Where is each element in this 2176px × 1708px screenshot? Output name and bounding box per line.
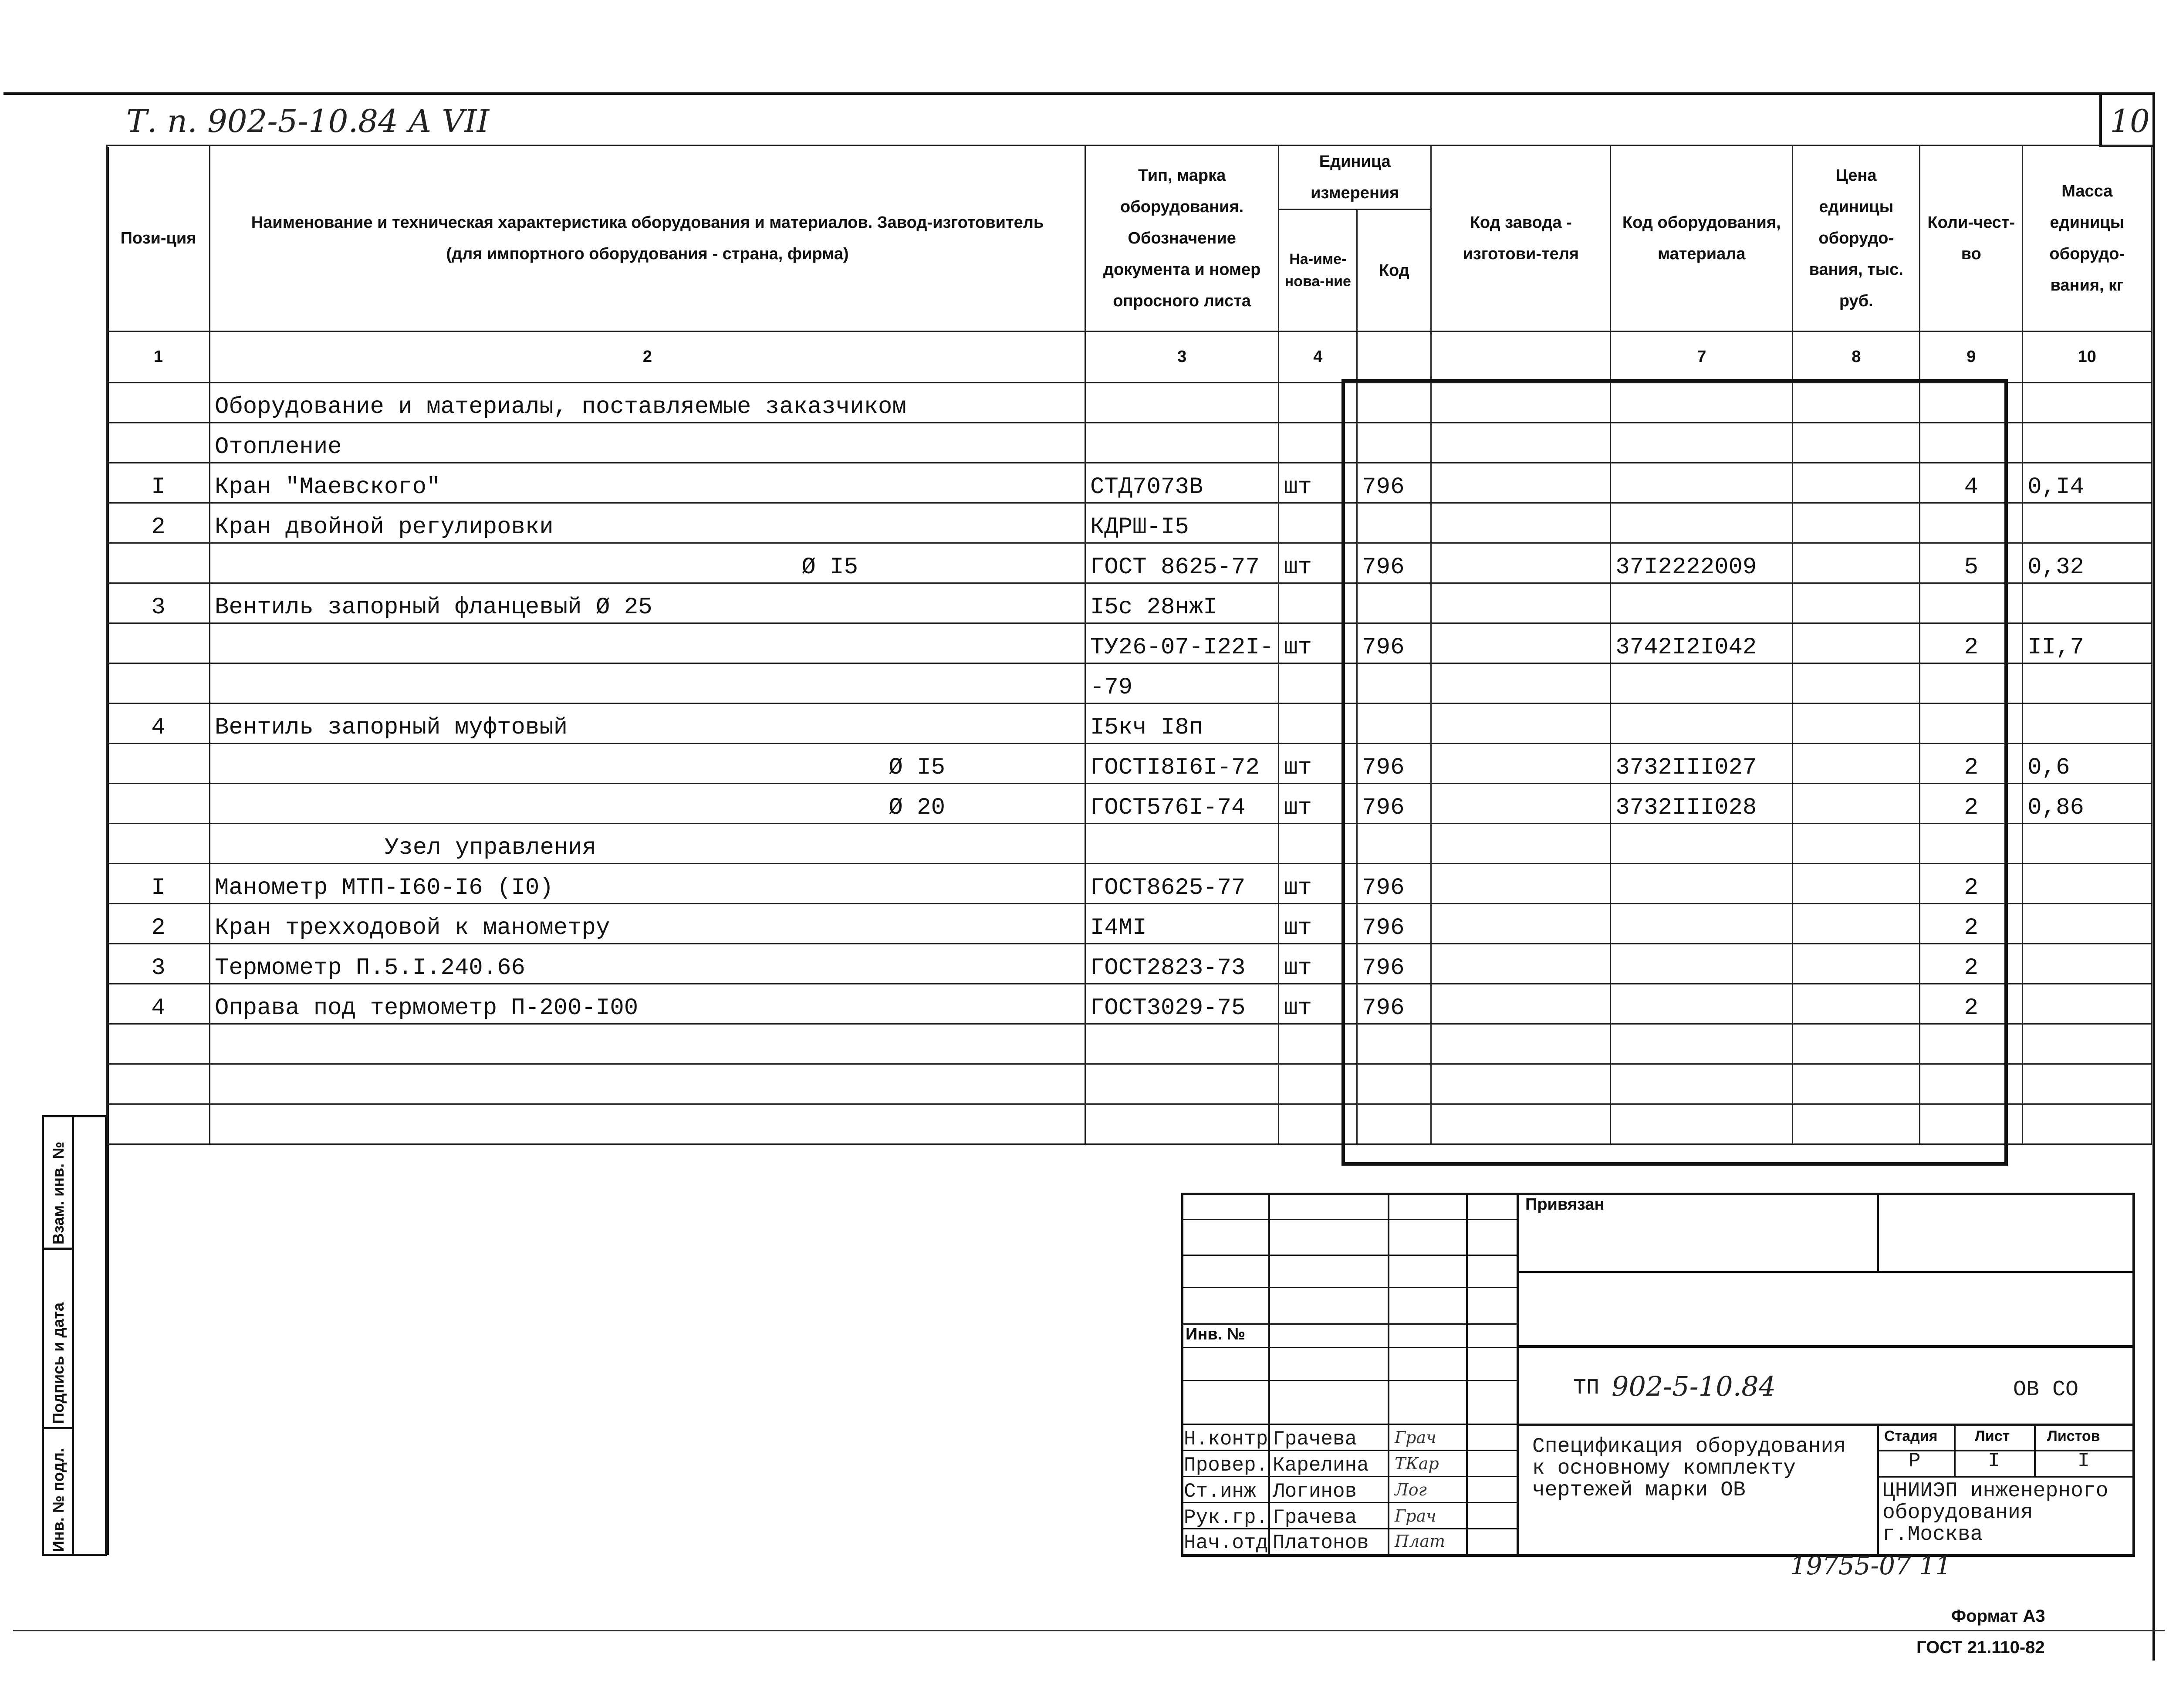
inv-number-label: Инв. № — [1186, 1325, 1246, 1343]
cell-equipment-code — [1611, 663, 1793, 703]
header-type: Тип, марка оборудования. Обозначение документа и номер опросного листа — [1085, 145, 1279, 331]
cell-unit-code: 796 — [1357, 744, 1431, 784]
sheet-label: Лист — [1975, 1428, 2010, 1444]
cell-unit — [1279, 1064, 1357, 1104]
cell-position — [107, 1064, 210, 1104]
cell-unit: шт — [1279, 864, 1357, 904]
cell-quantity: 2 — [1920, 864, 2023, 904]
cell-position — [107, 623, 210, 663]
cell-unit-code: 796 — [1357, 784, 1431, 824]
side-cell-3 — [44, 1429, 72, 1554]
table-row — [107, 583, 2152, 623]
cell-mass — [2023, 663, 2152, 703]
cell-name — [210, 1104, 1085, 1144]
cell-quantity — [1920, 583, 2023, 623]
name-department-head: Платонов — [1273, 1532, 1369, 1554]
cell-unit-code — [1357, 1064, 1431, 1104]
cell-plant-code — [1431, 423, 1611, 463]
cell-type: ГОСТ3029-75 — [1085, 984, 1279, 1024]
signature-checked: ТКар — [1395, 1454, 1439, 1473]
table-row — [107, 423, 2152, 463]
cell-position — [107, 1104, 210, 1144]
role-checked: Провер. — [1184, 1454, 1268, 1477]
cell-position — [107, 744, 210, 784]
cell-plant-code — [1431, 944, 1611, 984]
cell-position: I — [107, 463, 210, 503]
cell-price — [1793, 904, 1920, 944]
side-stamp-strip — [42, 1115, 107, 1556]
table-row — [107, 784, 2152, 824]
cell-equipment-code: 3732III028 — [1611, 784, 1793, 824]
cell-price — [1793, 1104, 1920, 1144]
cell-type: I5с 28нжI — [1085, 583, 1279, 623]
title-line-2: к основному комплекту — [1532, 1457, 1796, 1480]
cell-name: Оборудование и материалы, поставляемые заказчиком — [210, 383, 1085, 423]
cell-price — [1793, 703, 1920, 744]
cell-plant-code — [1431, 864, 1611, 904]
cell-position: I — [107, 864, 210, 904]
cell-price — [1793, 864, 1920, 904]
stage-label: Стадия — [1884, 1428, 1938, 1444]
attached-label: Привязан — [1525, 1195, 1605, 1214]
cell-plant-code — [1431, 383, 1611, 423]
cell-type: I5кч I8п — [1085, 703, 1279, 744]
cell-equipment-code: 3742I2I042 — [1611, 623, 1793, 663]
cell-name: Ø I5 — [210, 744, 1085, 784]
sheets-label: Листов — [2047, 1428, 2100, 1444]
sheets-value: I — [2078, 1450, 2090, 1472]
cell-name: Оправа под термометр П-200-I00 — [210, 984, 1085, 1024]
archive-code: 19755-07 11 — [1790, 1551, 1952, 1580]
cell-name: Вентиль запорный муфтовый — [210, 703, 1085, 744]
cell-unit-code — [1357, 583, 1431, 623]
sheet-number: 10 — [2110, 103, 2150, 139]
cell-type: КДРШ-I5 — [1085, 503, 1279, 543]
side-cell-2 — [44, 1250, 72, 1429]
cell-mass — [2023, 864, 2152, 904]
cell-mass — [2023, 423, 2152, 463]
cell-price — [1793, 383, 1920, 423]
cell-plant-code — [1431, 1064, 1611, 1104]
cell-name — [210, 1024, 1085, 1064]
cell-price — [1793, 623, 1920, 663]
cell-type: ГОСТ8625-77 — [1085, 864, 1279, 904]
cell-position: 4 — [107, 984, 210, 1024]
cell-type: ГОСТ2823-73 — [1085, 944, 1279, 984]
header-name: Наименование и техническая характеристика оборудования и материалов. Завод-изготовитель (для импортного оборудования - страна, фирма) — [210, 145, 1085, 331]
cell-quantity — [1920, 423, 2023, 463]
title-block — [1181, 1193, 2135, 1557]
cell-price — [1793, 1024, 1920, 1064]
cell-mass — [2023, 944, 2152, 984]
cell-price — [1793, 663, 1920, 703]
cell-mass: 0,I4 — [2023, 463, 2152, 503]
cell-mass — [2023, 583, 2152, 623]
document-mark: ОВ СО — [2013, 1377, 2079, 1402]
cell-plant-code — [1431, 703, 1611, 744]
cell-type — [1085, 1024, 1279, 1064]
cell-position: 3 — [107, 583, 210, 623]
cell-equipment-code — [1611, 1104, 1793, 1144]
table-row — [107, 503, 2152, 543]
cell-type — [1085, 1064, 1279, 1104]
cell-plant-code — [1431, 1024, 1611, 1064]
cell-quantity — [1920, 1104, 2023, 1144]
column-number-10: 10 — [2023, 331, 2152, 383]
cell-mass — [2023, 503, 2152, 543]
cell-price — [1793, 944, 1920, 984]
cell-unit-code: 796 — [1357, 623, 1431, 663]
cell-name: Отопление — [210, 423, 1085, 463]
cell-plant-code — [1431, 543, 1611, 583]
cell-unit: шт — [1279, 543, 1357, 583]
cell-equipment-code — [1611, 904, 1793, 944]
cell-unit: шт — [1279, 984, 1357, 1024]
cell-plant-code — [1431, 623, 1611, 663]
cell-type: I4МI — [1085, 904, 1279, 944]
cell-mass — [2023, 1024, 2152, 1064]
table-row — [107, 543, 2152, 583]
cell-quantity — [1920, 503, 2023, 543]
column-number-8: 8 — [1793, 331, 1920, 383]
table-row — [107, 463, 2152, 503]
name-norm-control: Грачева — [1273, 1428, 1357, 1451]
cell-unit — [1279, 383, 1357, 423]
table-row — [107, 1064, 2152, 1104]
table-row — [107, 864, 2152, 904]
cell-position — [107, 784, 210, 824]
cell-name: Узел управления — [210, 824, 1085, 864]
side-label-original-inv: Инв. № подл. — [49, 1448, 67, 1552]
cell-plant-code — [1431, 824, 1611, 864]
cell-equipment-code — [1611, 984, 1793, 1024]
cell-mass: 0,6 — [2023, 744, 2152, 784]
cell-equipment-code — [1611, 383, 1793, 423]
cell-equipment-code — [1611, 423, 1793, 463]
cell-plant-code — [1431, 503, 1611, 543]
cell-name: Вентиль запорный фланцевый Ø 25 — [210, 583, 1085, 623]
table-row — [107, 383, 2152, 423]
cell-equipment-code — [1611, 1024, 1793, 1064]
header-equipment-code: Код оборудования, материала — [1611, 145, 1793, 331]
cell-unit-code — [1357, 383, 1431, 423]
organization-line-2: оборудования — [1882, 1501, 2033, 1525]
cell-unit: шт — [1279, 744, 1357, 784]
cell-quantity: 2 — [1920, 984, 2023, 1024]
cell-quantity: 2 — [1920, 784, 2023, 824]
cell-unit — [1279, 503, 1357, 543]
organization-line-3: г.Москва — [1882, 1523, 1983, 1546]
cell-price — [1793, 1064, 1920, 1104]
cell-unit: шт — [1279, 463, 1357, 503]
cell-unit-code — [1357, 423, 1431, 463]
table-row — [107, 1104, 2152, 1144]
cell-name — [210, 1064, 1085, 1104]
side-strip-divider — [72, 1117, 74, 1554]
title-line-3: чертежей марки ОВ — [1532, 1478, 1746, 1502]
column-number-6 — [1431, 331, 1611, 383]
signature-norm-control: Грач — [1395, 1428, 1436, 1447]
cell-unit-code: 796 — [1357, 543, 1431, 583]
cell-type — [1085, 423, 1279, 463]
cell-mass — [2023, 1104, 2152, 1144]
cell-unit: шт — [1279, 784, 1357, 824]
cell-mass — [2023, 824, 2152, 864]
cell-equipment-code — [1611, 703, 1793, 744]
sheet-value: I — [1988, 1450, 2000, 1472]
cell-unit: шт — [1279, 944, 1357, 984]
cell-plant-code — [1431, 1104, 1611, 1144]
cell-mass — [2023, 904, 2152, 944]
cell-quantity — [1920, 383, 2023, 423]
cell-unit-code — [1357, 1104, 1431, 1144]
table-row — [107, 703, 2152, 744]
title-line-1: Спецификация оборудования — [1532, 1435, 1846, 1458]
column-number-row — [107, 331, 2152, 383]
cell-price — [1793, 583, 1920, 623]
stage-value: Р — [1909, 1450, 1921, 1472]
cell-name: Ø I5 — [210, 543, 1085, 583]
role-department-head: Нач.отд — [1184, 1532, 1268, 1554]
cell-mass: 0,86 — [2023, 784, 2152, 824]
cell-unit-code — [1357, 503, 1431, 543]
cell-unit-code: 796 — [1357, 904, 1431, 944]
cell-unit-code: 796 — [1357, 944, 1431, 984]
cell-unit — [1279, 663, 1357, 703]
cell-quantity: 2 — [1920, 904, 2023, 944]
cell-equipment-code — [1611, 944, 1793, 984]
cell-unit-code — [1357, 663, 1431, 703]
cell-plant-code — [1431, 784, 1611, 824]
table-row — [107, 984, 2152, 1024]
cell-position: 4 — [107, 703, 210, 744]
cell-plant-code — [1431, 663, 1611, 703]
signature-department-head: Плат — [1395, 1532, 1446, 1551]
cell-type: -79 — [1085, 663, 1279, 703]
name-senior-engineer: Логинов — [1273, 1480, 1357, 1503]
signature-group-lead: Грач — [1395, 1506, 1436, 1525]
cell-quantity: 2 — [1920, 944, 2023, 984]
header-unit-group: Единица измерения — [1279, 145, 1431, 210]
cell-mass — [2023, 1064, 2152, 1104]
header-mass: Масса единицы оборудо-вания, кг — [2023, 145, 2152, 331]
cell-quantity: 2 — [1920, 744, 2023, 784]
cell-name: Термометр П.5.I.240.66 — [210, 944, 1085, 984]
cell-name: Ø 20 — [210, 784, 1085, 824]
header-price: Цена единицы оборудо-вания, тыс. руб. — [1793, 145, 1920, 331]
table-row — [107, 663, 2152, 703]
header-unit-code: Код — [1357, 210, 1431, 331]
cell-price — [1793, 503, 1920, 543]
cell-unit: шт — [1279, 623, 1357, 663]
cell-type — [1085, 1104, 1279, 1144]
cell-type — [1085, 383, 1279, 423]
cell-price — [1793, 423, 1920, 463]
cell-name: Кран двойной регулировки — [210, 503, 1085, 543]
table-row — [107, 824, 2152, 864]
column-number-7: 7 — [1611, 331, 1793, 383]
project-code-prefix: ТП — [1573, 1376, 1600, 1400]
column-number-9: 9 — [1920, 331, 2023, 383]
cell-position — [107, 423, 210, 463]
cell-mass — [2023, 383, 2152, 423]
cell-price — [1793, 543, 1920, 583]
cell-position — [107, 1024, 210, 1064]
cell-equipment-code — [1611, 503, 1793, 543]
header-quantity: Коли-чест-во — [1920, 145, 2023, 331]
cell-price — [1793, 824, 1920, 864]
signature-senior-engineer: Лог — [1395, 1480, 1427, 1499]
cell-unit-code: 796 — [1357, 864, 1431, 904]
cell-position — [107, 663, 210, 703]
cell-plant-code — [1431, 463, 1611, 503]
cell-type: ТУ26-07-I22I- — [1085, 623, 1279, 663]
cell-name — [210, 663, 1085, 703]
cell-position: 2 — [107, 503, 210, 543]
cell-equipment-code — [1611, 824, 1793, 864]
name-group-lead: Грачева — [1273, 1506, 1357, 1529]
cell-mass: II,7 — [2023, 623, 2152, 663]
format-label: Формат А3 — [1951, 1607, 2045, 1626]
cell-unit-code — [1357, 703, 1431, 744]
cell-unit — [1279, 703, 1357, 744]
header-unit-name: На-име-нова-ние — [1279, 210, 1357, 331]
cell-unit-code — [1357, 824, 1431, 864]
cell-price — [1793, 744, 1920, 784]
table-row — [107, 904, 2152, 944]
cell-quantity: 4 — [1920, 463, 2023, 503]
side-cell-1 — [44, 1117, 72, 1250]
cell-position — [107, 824, 210, 864]
cell-equipment-code — [1611, 1064, 1793, 1104]
cell-name — [210, 623, 1085, 663]
cell-quantity — [1920, 1064, 2023, 1104]
specification-table — [106, 145, 2152, 1145]
cell-type: СТД7073В — [1085, 463, 1279, 503]
cell-equipment-code — [1611, 864, 1793, 904]
name-checked: Карелина — [1273, 1454, 1369, 1477]
header-position: Пози-ция — [107, 145, 210, 331]
table-row — [107, 623, 2152, 663]
cell-quantity: 5 — [1920, 543, 2023, 583]
side-label-signature-date: Подпись и дата — [49, 1302, 67, 1424]
cell-plant-code — [1431, 984, 1611, 1024]
cell-position: 2 — [107, 904, 210, 944]
cell-plant-code — [1431, 744, 1611, 784]
table-row — [107, 1024, 2152, 1064]
cell-equipment-code: 37I2222009 — [1611, 543, 1793, 583]
document-code: Т. п. 902-5-10.84 А VII — [126, 103, 490, 139]
cell-name: Кран трехходовой к манометру — [210, 904, 1085, 944]
column-number-4: 4 — [1279, 331, 1357, 383]
cell-equipment-code: 3732III027 — [1611, 744, 1793, 784]
header-plant-code: Код завода - изготови-теля — [1431, 145, 1611, 331]
cell-position — [107, 543, 210, 583]
cell-equipment-code — [1611, 583, 1793, 623]
cell-equipment-code — [1611, 463, 1793, 503]
cell-position: 3 — [107, 944, 210, 984]
table-row — [107, 744, 2152, 784]
cell-unit — [1279, 1024, 1357, 1064]
cell-unit-code: 796 — [1357, 984, 1431, 1024]
cell-type: ГОСТ576I-74 — [1085, 784, 1279, 824]
role-norm-control: Н.контр — [1184, 1428, 1268, 1451]
cell-unit-code — [1357, 1024, 1431, 1064]
cell-name: Кран "Маевского" — [210, 463, 1085, 503]
gost-label: ГОСТ 21.110-82 — [1916, 1638, 2045, 1657]
cell-price — [1793, 984, 1920, 1024]
cell-unit: шт — [1279, 904, 1357, 944]
role-group-lead: Рук.гр. — [1184, 1506, 1268, 1529]
column-number-5 — [1357, 331, 1431, 383]
cell-position — [107, 383, 210, 423]
cell-plant-code — [1431, 583, 1611, 623]
cell-quantity: 2 — [1920, 623, 2023, 663]
cell-mass — [2023, 984, 2152, 1024]
cell-price — [1793, 463, 1920, 503]
cell-name: Манометр МТП-I60-I6 (I0) — [210, 864, 1085, 904]
column-number-3: 3 — [1085, 331, 1279, 383]
cell-unit — [1279, 423, 1357, 463]
cell-quantity — [1920, 703, 2023, 744]
cell-quantity — [1920, 663, 2023, 703]
cell-type: ГОСТ 8625-77 — [1085, 543, 1279, 583]
project-code: 902-5-10.84 — [1612, 1370, 1776, 1402]
cell-unit-code: 796 — [1357, 463, 1431, 503]
cell-mass — [2023, 703, 2152, 744]
side-label-replace-inv: Взам. инв. № — [49, 1141, 67, 1245]
cell-unit — [1279, 583, 1357, 623]
column-number-1: 1 — [107, 331, 210, 383]
cell-type: ГОСТI8I6I-72 — [1085, 744, 1279, 784]
cell-unit — [1279, 824, 1357, 864]
cell-quantity — [1920, 1024, 2023, 1064]
sheet-bottom-line — [13, 1630, 2165, 1631]
cell-price — [1793, 784, 1920, 824]
cell-type — [1085, 824, 1279, 864]
cell-mass: 0,32 — [2023, 543, 2152, 583]
cell-unit — [1279, 1104, 1357, 1144]
column-number-2: 2 — [210, 331, 1085, 383]
cell-quantity — [1920, 824, 2023, 864]
table-row — [107, 944, 2152, 984]
organization-line-1: ЦНИИЭП инженерного — [1882, 1479, 2108, 1503]
role-senior-engineer: Ст.инж — [1184, 1480, 1256, 1503]
cell-plant-code — [1431, 904, 1611, 944]
